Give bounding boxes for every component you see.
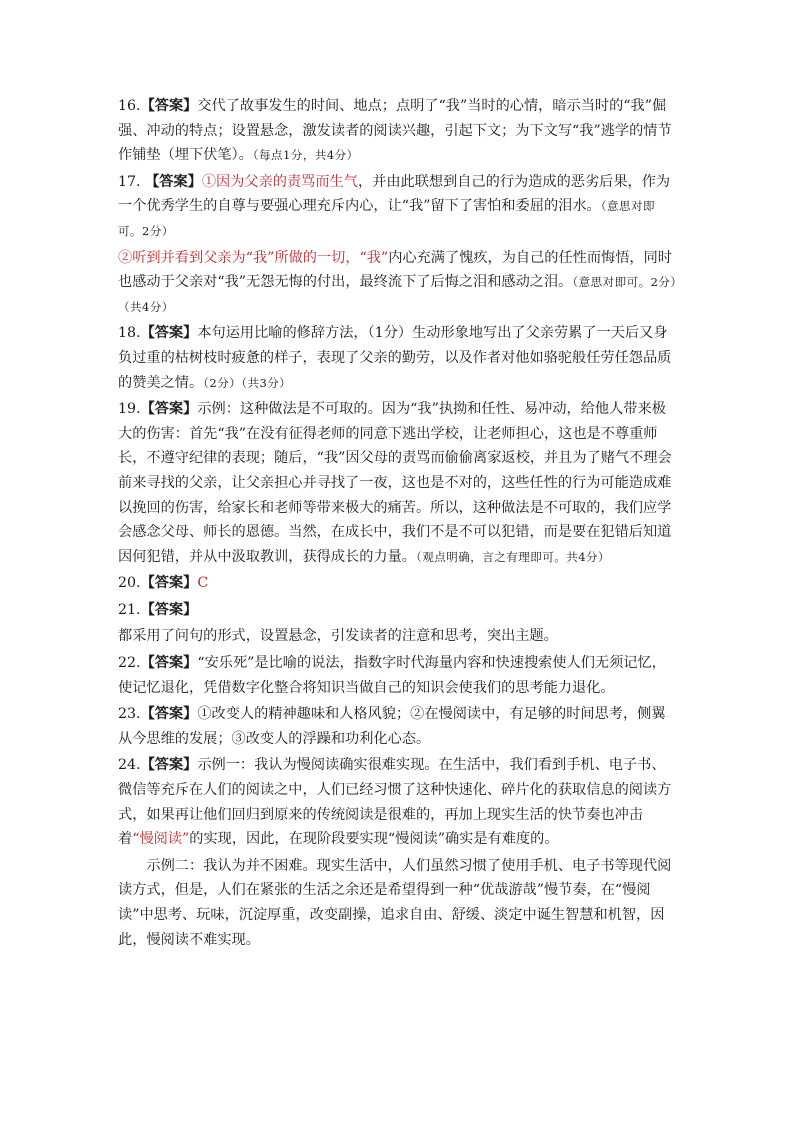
answer-22 — [118, 651, 678, 700]
score-note: （观点明确，言之有理即可。共4分） — [415, 549, 611, 564]
answer-24-example2 — [118, 854, 678, 952]
answer-tag: 【答案】 — [140, 601, 198, 618]
answer-18 — [118, 321, 678, 395]
answer-text: 内心充满了愧疚，为自己的任性而悔悟，同时也感动于父亲对“我”无怨无悔的付出，最终流下了后悔之泪和感动之泪。 — [118, 249, 672, 291]
answer-tag: 【答案】 — [140, 325, 198, 342]
score-note: （意思对即可。2分）（共4分） — [118, 275, 677, 314]
answer-17-part2 — [118, 246, 678, 320]
answer-tag: 【答案】 — [140, 98, 198, 114]
answer-16 — [118, 94, 678, 168]
answer-highlight: “慢阅读” — [132, 831, 190, 848]
answer-choice: C — [197, 575, 209, 592]
answer-17 — [118, 170, 678, 244]
answer-text: 示例二：我认为并不困难。现实生活中，人们虽然习惯了使用手机、电子书等现代阅读方式，但是，人们在紧张的生活之余还是希望得到一种“优哉游哉”慢节奏，在“慢阅读”中思考、玩味，沉淀厚重，改变副操，追求自由、舒缓、淡定中诞生智慧和机智，因此，慢阅读不难实现。 — [118, 857, 672, 948]
answer-text: ①改变人的精神趣味和人格风貌；②在慢阅读中，有足够的时间思考，侧翼从今思维的发展；③改变人的浮躁和功利化心态。 — [118, 706, 666, 747]
answer-text: 本句运用比喻的修辞方法，（1分）生动形象地写出了父亲劳累了一天后又身负过重的枯树枝时疲惫的样子，表现了父亲的勤劳，以及作者对他如骆驼般任劳任怨品质的赞美之情。 — [118, 325, 672, 391]
answer-21-text — [118, 624, 678, 649]
answer-text: 交代了故事发生的时间、地点；点明了“我”当时的心情，暗示当时的“我”倔强、冲动的特点；设置悬念，激发读者的阅读兴趣，引起下文；为下文写“我”逃学的情节作铺垫（埋下伏笔）。 — [118, 98, 672, 164]
score-note: （2分）（共3分） — [203, 375, 292, 390]
answer-number: 23. — [118, 706, 141, 723]
answer-number: 21. — [118, 601, 141, 618]
score-note: （意思对即可。2分） — [118, 199, 655, 238]
answer-21 — [118, 598, 678, 623]
answer-text: 示例一：我认为慢阅读确实很难实现。在生活中，我们看到手机、电子书、微信等充斥在人们的阅读之中，人们已经习惯了这种快速化、碎片化的获取信息的阅读方式，如果再让他们回归到原来的传统阅读是很难的，再加上现实生活的快节奏也冲击着 — [118, 757, 672, 848]
answer-text: “安乐死”是比喻的说法，指数字时代海量内容和快速搜索使人们无须记忆，使记忆退化，凭借数字化整合将知识当做自己的知识会使我们的思考能力退化。 — [118, 655, 666, 696]
answer-tag: 【答案】 — [145, 173, 202, 190]
answer-text: ，并由此联想到自己的行为造成的恶劣后果，作为一个优秀学生的自尊与要强心理充斥内心，让“我”留下了害怕和委屈的泪水。 — [118, 173, 671, 215]
answer-24 — [118, 753, 678, 851]
answer-highlight: ①因为父亲的责骂而生气 — [201, 173, 358, 190]
answer-tag: 【答案】 — [140, 575, 198, 592]
answer-number: 20. — [118, 575, 141, 592]
answer-tag: 【答案】 — [140, 401, 198, 418]
answer-tag: 【答案】 — [140, 757, 198, 774]
score-note: （每点1分，共4分） — [252, 148, 359, 163]
answer-20 — [118, 571, 678, 596]
answer-text: 都采用了问句的形式，设置悬念，引发读者的注意和思考，突出主题。 — [118, 628, 558, 645]
answer-document — [118, 94, 678, 954]
answer-number: 19. — [118, 401, 141, 418]
answer-tag: 【答案】 — [140, 706, 198, 723]
answer-19 — [118, 397, 678, 569]
answer-tag: 【答案】 — [140, 655, 198, 672]
answer-number: 22. — [118, 655, 141, 672]
answer-number: 18. — [118, 325, 141, 342]
answer-number: 24. — [118, 757, 141, 774]
answer-23 — [118, 702, 678, 751]
answer-highlight: ②听到并看到父亲为“我”所做的一切，“我” — [118, 249, 389, 266]
answer-number: 17. — [118, 173, 141, 190]
answer-number: 16. — [118, 98, 141, 114]
answer-text: 示例：这种做法是不可取的。因为“我”执拗和任性、易冲动，给他人带来极大的伤害：首先“我”在没有征得老师的同意下逃出学校，让老师担心，这也是不尊重师长，不遵守纪律的表现；随后，“我”因父母的责骂而偷偷离家返校，并且为了赌气不理会前来寻找的父亲，让父亲担心并寻找了一夜，这也是不对的，这些任性的行为可能造成难以挽回的伤害，给家长和老师等带来极大的痛苦。所以，这种做法是不可取的，我们应学会感念父母、师长的恩德。当然，在成长中，我们不是不可以犯错，而是要在犯错后知道因何犯错，并从中汲取教训，获得成长的力量。 — [118, 401, 672, 565]
answer-text-continued: 的实现，因此，在现阶段要实现“慢阅读”确实是有难度的。 — [189, 831, 559, 848]
